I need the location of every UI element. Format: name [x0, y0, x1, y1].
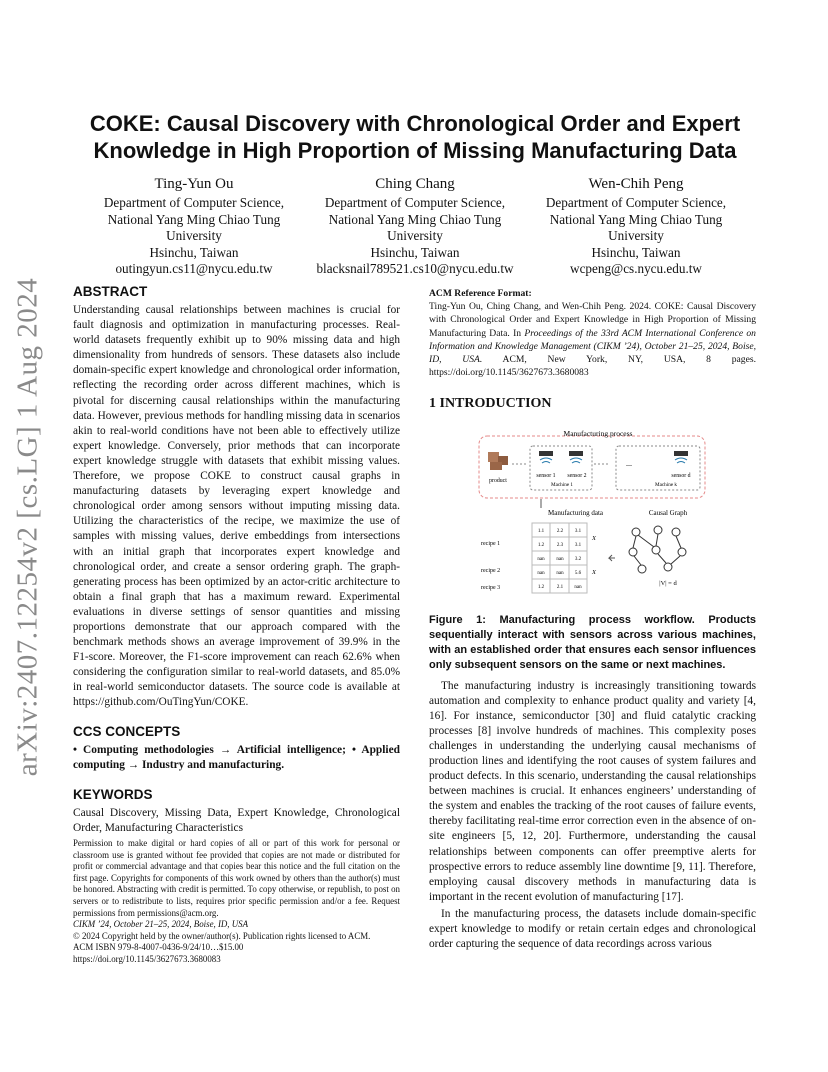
- intro-body: [429, 679, 756, 952]
- cell: 1.2: [537, 543, 545, 548]
- cell: 5.6: [574, 571, 582, 576]
- machine-k-label: Machine k: [654, 482, 678, 488]
- sensor-2-label: sensor 2: [567, 473, 587, 479]
- intro-paragraph-2: In the manufacturing process, the datasets include domain-specific expert knowledge to modify or retain certain edges and chronological order capturing the sequence of data recordings across various: [429, 907, 756, 950]
- keywords-heading: KEYWORDS: [73, 786, 153, 802]
- author-location: Hsinchu, Taiwan: [149, 244, 239, 260]
- data-table: [532, 523, 587, 593]
- sensor-2-icon: [569, 451, 583, 463]
- sensor-1-icon: [539, 451, 553, 463]
- cell: nan: [574, 585, 582, 590]
- left-column: [73, 284, 400, 836]
- vertex-count-label: |V| = d: [659, 580, 677, 587]
- sensor-1-label: sensor 1: [536, 473, 556, 479]
- arxiv-id: arXiv:2407.12254v2 [cs.LG] 1 Aug 2024: [11, 277, 44, 777]
- author-univ: National Yang Ming Chiao Tung: [549, 211, 723, 227]
- recipe-2-label: recipe 2: [481, 568, 501, 574]
- author-univ: National Yang Ming Chiao Tung: [107, 211, 281, 227]
- x-full-label: X: [592, 535, 596, 542]
- copyright-line: © 2024 Copyright held by the owner/author(s). Publication rights licensed to ACM.: [73, 930, 371, 941]
- product-icon: [488, 452, 508, 470]
- cell: 1.1: [537, 529, 545, 534]
- ccs-text: • Computing methodologies → Artificial intelligence; • Applied computing → Industry and manufacturing.: [73, 743, 400, 771]
- acm-reference: [429, 287, 756, 379]
- keywords-text: Causal Discovery, Missing Data, Expert Knowledge, Chronological Order, Manufacturing Characteristics: [73, 806, 400, 834]
- cell: 2.2: [556, 529, 564, 534]
- cell: 3.2: [574, 557, 582, 562]
- author-block-2: [295, 175, 535, 278]
- recipe-3-label: recipe 3: [481, 585, 501, 591]
- reference-authors: Ting-Yun Ou, Ching Chang, and Wen-Chih Peng. 2024. COKE: Causal Discovery with Chronological Order and Expert Knowledge in High Proportion of Missing Manufacturing Data. In: [429, 301, 756, 339]
- figure-caption: Figure 1: Manufacturing process workflow. Products sequentially interact with sensors across various machines, with an established order that ensures each sensor influences only subsequent sensors on the same or next machines.: [429, 614, 756, 671]
- intro-heading: 1 INTRODUCTION: [429, 396, 552, 411]
- sensor-d-label: sensor d: [671, 473, 691, 479]
- abstract-heading: ABSTRACT: [73, 284, 148, 299]
- cell: 2.3: [556, 543, 564, 548]
- ellipsis-label: ...: [626, 459, 632, 468]
- author-location: Hsinchu, Taiwan: [370, 244, 460, 260]
- author-block-3: [516, 175, 756, 278]
- author-univ-2: University: [608, 228, 664, 243]
- author-univ-2: University: [166, 228, 222, 243]
- author-name: Ting-Yun Ou: [154, 176, 234, 192]
- author-dept: Department of Computer Science,: [324, 195, 506, 210]
- author-email[interactable]: outingyun.cs11@nycu.edu.tw: [115, 261, 273, 276]
- isbn-line: ACM ISBN 979-8-4007-0436-9/24/10…$15.00: [73, 942, 244, 953]
- cell: 3.1: [574, 543, 582, 548]
- recipe-1-label: recipe 1: [481, 541, 501, 547]
- causal-graph: [629, 526, 686, 573]
- permission-footnote: [73, 838, 400, 966]
- author-dept: Department of Computer Science,: [545, 195, 727, 210]
- arxiv-stamp: [4, 277, 52, 777]
- doi-line[interactable]: https://doi.org/10.1145/3627673.3680083: [73, 953, 221, 964]
- author-name: Ching Chang: [375, 176, 455, 192]
- paper-title: [60, 110, 770, 164]
- arrow-icon: [609, 555, 615, 561]
- author-univ: National Yang Ming Chiao Tung: [328, 211, 502, 227]
- data-label: Manufacturing data: [548, 509, 604, 517]
- author-block-1: [74, 175, 314, 278]
- cell: nan: [537, 557, 545, 562]
- cell: 2.1: [556, 585, 564, 590]
- x-miss-label: X: [592, 569, 596, 576]
- cell: nan: [556, 557, 564, 562]
- cell: nan: [556, 571, 564, 576]
- reference-heading: ACM Reference Format:: [429, 288, 532, 299]
- author-name: Wen-Chih Peng: [588, 176, 684, 192]
- graph-label: Causal Graph: [648, 509, 688, 517]
- machine-1-label: Machine 1: [550, 482, 574, 488]
- product-label: product: [489, 478, 507, 484]
- author-dept: Department of Computer Science,: [103, 195, 285, 210]
- permission-text: Permission to make digital or hard copies of all or part of this work for personal or classroom use is granted without fee provided that copies are not made or distributed for profit or commercial advantage and that copies bear this notice and the full citation on the first page. Copyrights for components of this work owned by others than the author(s) must be honored. Abstracting with credit is permitted. To copy otherwise, or republish, to post on servers or to redistribute to lists, requires prior specific permission and/or a fee. Request permissions from permissions@acm.org.: [73, 838, 400, 918]
- reference-proceedings: Proceedings of the 33rd ACM International Conference on Information and Knowledge Management (CIKM ’24), October 21–25, 2024, Boise, ID, USA.: [429, 327, 756, 366]
- cell: nan: [537, 571, 545, 576]
- sensor-d-icon: [674, 451, 688, 463]
- title-line-2: Knowledge in High Proportion of Missing Manufacturing Data: [93, 138, 737, 163]
- title-line-1: COKE: Causal Discovery with Chronological Order and Expert: [89, 111, 741, 136]
- conference-line: CIKM ’24, October 21–25, 2024, Boise, ID, USA: [73, 919, 249, 930]
- ccs-heading: CCS CONCEPTS: [73, 723, 181, 739]
- reference-publisher: ACM, New York, NY, USA, 8 pages. https://doi.org/10.1145/3627673.3680083: [429, 354, 756, 379]
- process-label: Manufacturing process: [563, 429, 633, 438]
- author-location: Hsinchu, Taiwan: [591, 244, 681, 260]
- author-email[interactable]: blacksnail789521.cs10@nycu.edu.tw: [316, 261, 514, 276]
- author-univ-2: University: [387, 228, 443, 243]
- cell: 1.2: [537, 585, 545, 590]
- figure-1: [476, 424, 716, 596]
- reference-text: [429, 300, 756, 379]
- cell: 3.1: [574, 529, 582, 534]
- abstract-text: Understanding causal relationships between machines is crucial for fault diagnosis and optimization in manufacturing processes. Real-world datasets frequently exhibit up to 90% missing data and high dimensionality from hundreds of sensors. These datasets also include domain-specific expert knowledge and chronological order information, reflecting the recording order across different machines, which is pivotal for discerning causal relationships within the manufacturing data. However, previous methods for handling missing data in scenarios akin to real-world conditions have not been able to effectively utilize expert knowledge. Conversely, prior methods that can incorporate expert knowledge struggle with datasets that exhibit missing values. Therefore, we propose COKE to construct causal graphs in manufacturing datasets by leveraging expert knowledge and chronological order among sensors without imputing missing data. Utilizing the characteristics of the recipe, we maximize the use of samples with missing values, derive embeddings from intersections with an initial graph that incorporates expert knowledge and chronological order, and create a sensor ordering graph. The graph-generating process has been optimized by an actor-critic architecture to obtain a final graph that has a maximum reward. Experimental evaluations in diverse settings of sensor quantities and missing proportions demonstrate that our approach compared with the benchmark methods shows an average improvement of 39.9% in the F1-score. Moreover, the F1-score improvement can reach 62.6% when considering the configuration similar to real-world datasets, and 85.0% in real-world semiconductor datasets. The source code is available at https://github.com/OuTingYun/COKE.: [73, 304, 400, 709]
- author-email[interactable]: wcpeng@cs.nycu.edu.tw: [570, 261, 702, 276]
- intro-paragraph-1: The manufacturing industry is increasingly transitioning towards automation and complexity to enhance product quality and variety [4, 16]. For instance, semiconductor [30] and fluid catalytic cracking processes [8] involve hundreds of machines. This complexity poses challenges in understanding the underlying causal mechanisms of production lines and identifying the root causes of system failures and product defects. In this scenario, understanding the causal relationships between machines is crucial. It enhances engineers’ understanding of the system and enables the tracking of the root causes of failure events, thereby facilitating real-time error correction even in the absence of on-site engineers [5, 12, 20]. Furthermore, understanding the causal relationships between components can offer preemptive alerts for prospective errors to reduce assembly line downtime [9, 11]. Therefore, employing causal discovery methods in manufacturing data is important in the recent evolution of manufacturing [17].: [429, 680, 756, 903]
